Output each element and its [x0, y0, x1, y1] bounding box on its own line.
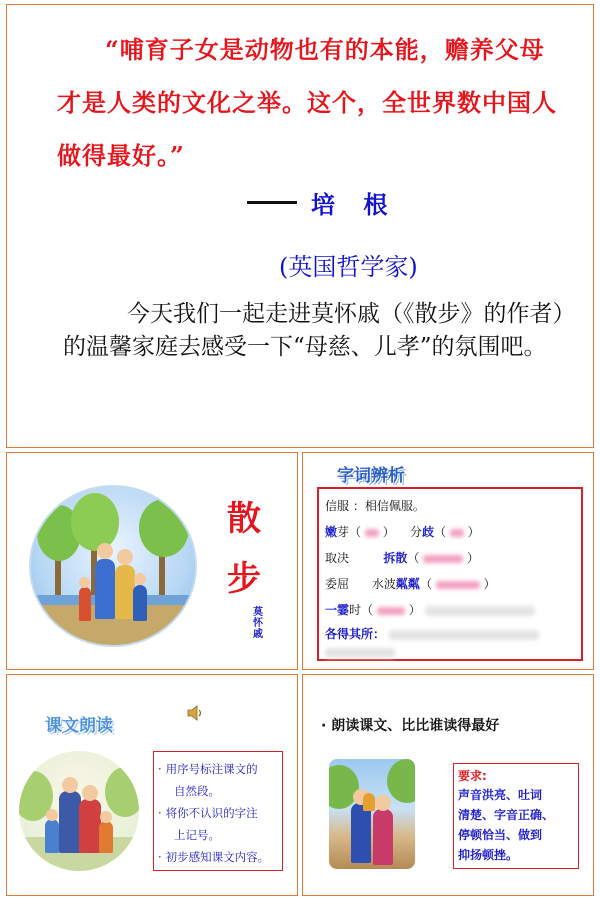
vocab-word: 各得其所： [325, 627, 386, 641]
blurred-pinyin [377, 607, 405, 615]
requirement-line: 停顿恰当、做到 [458, 828, 543, 842]
vocab-text: ） [467, 551, 480, 565]
vocab-text: ） [483, 577, 496, 591]
task-item: · 用序号标注课文的 [158, 762, 258, 776]
vocab-word: 歧 [421, 525, 434, 539]
vocab-row [325, 645, 395, 659]
vocab-row [325, 575, 496, 592]
blurred-pinyin [436, 581, 480, 589]
vocab-word: 拆散 [383, 551, 408, 565]
vocab-text: 取决 [325, 551, 350, 565]
vocab-text: （ [434, 525, 447, 539]
family-illustration [19, 751, 139, 871]
blurred-pinyin [450, 529, 464, 537]
quote-author: 培 根 [311, 190, 398, 219]
vocab-word: 嫩 [325, 525, 338, 539]
vocab-word: 粼粼 [395, 577, 420, 591]
vocab-text: ） [382, 525, 395, 539]
vocab-text: ） [467, 525, 480, 539]
blurred-definition [325, 648, 395, 658]
vocab-row [325, 549, 479, 566]
author-description: (英国哲学家) [279, 253, 418, 281]
requirements-box [453, 763, 579, 869]
slide-quote[interactable] [6, 4, 594, 448]
vocab-text: （ [419, 577, 432, 591]
requirement-line: 清楚、字音正确、 [458, 808, 555, 822]
competition-heading: · 朗读课文、比比谁读得最好 [321, 718, 500, 734]
slide-title[interactable] [6, 452, 298, 670]
vocab-text: ） [408, 603, 421, 617]
title-char-1: 散 [227, 499, 261, 539]
dash-line [247, 201, 297, 204]
intro-paragraph: 今天我们一起走进莫怀戚（《散步》的作者）的温馨家庭去感受一下“母慈、儿孝”的氛围吧。 [63, 301, 576, 360]
blurred-definition [389, 630, 539, 640]
family-walk-illustration [29, 485, 197, 647]
quote-text: “哺育子女是动物也有的本能，赡养父母才是人类的文化之举。这个，全世界数中国人做得最好。” [57, 35, 557, 170]
slide-vocabulary[interactable] [302, 452, 594, 670]
vocab-text: 分 [409, 525, 422, 539]
title-char-2: 步 [227, 559, 261, 599]
tasks-box [153, 751, 283, 871]
vocab-row [325, 497, 425, 514]
vocab-word: 一霎 [325, 603, 350, 617]
reading-title: 课文朗读 [45, 716, 113, 736]
vocab-row [325, 523, 480, 540]
vocab-title: 字词辨析 [337, 466, 405, 486]
requirement-line: 声音洪亮、吐词 [458, 788, 543, 802]
blurred-pinyin [423, 555, 463, 563]
speaker-icon[interactable] [187, 705, 205, 721]
requirement-line: 抑扬顿挫。 [458, 848, 519, 862]
quote-attribution [247, 185, 397, 220]
vocab-text: 委屈 [325, 577, 350, 591]
author-name-vertical: 莫怀戚 [253, 607, 263, 640]
vocab-text: 水波 [371, 577, 396, 591]
vocab-row [325, 601, 535, 618]
blurred-definition [425, 606, 535, 616]
vocab-text: 时（ [349, 603, 374, 617]
family-walk-image [329, 759, 415, 869]
task-item: · 初步感知课文内容。 [158, 850, 270, 864]
vocab-row [325, 625, 539, 642]
task-item: · 将你不认识的字注 [158, 806, 258, 820]
requirements-title: 要求: [458, 769, 487, 783]
vocab-text: 信服 ：相信佩服。 [325, 499, 425, 513]
blurred-pinyin [365, 529, 379, 537]
vocab-text: 芽（ [337, 525, 362, 539]
slide-reading[interactable] [6, 674, 298, 896]
task-item-cont: 自然段。 [174, 784, 220, 798]
vocab-text: （ [407, 551, 420, 565]
task-item-cont: 上记号。 [174, 828, 220, 842]
slide-competition[interactable] [302, 674, 594, 896]
vocab-box [317, 487, 583, 661]
